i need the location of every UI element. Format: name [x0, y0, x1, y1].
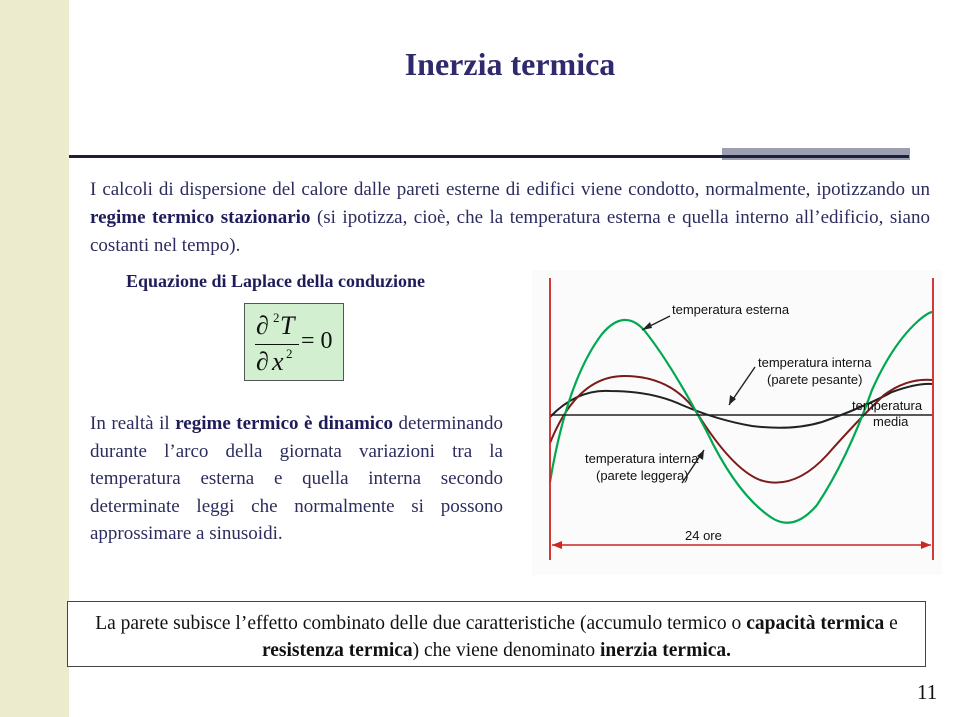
title-rule: [69, 155, 909, 158]
label-light-1: temperatura interna: [585, 451, 699, 466]
conclusion-paragraph: [78, 610, 915, 664]
eq-denominator-exp: 2: [286, 346, 293, 361]
side-band: [0, 0, 69, 717]
title-rule-accent: [722, 148, 910, 160]
label-heavy-1: temperatura interna: [758, 355, 872, 370]
outdoor-pointer-head: [642, 322, 652, 330]
eq-numerator-exp: 2: [273, 310, 280, 325]
conclusion-text-1: La parete subisce l’effetto combinato delle due caratteristiche (accumulo termico o: [95, 613, 747, 634]
label-outdoor: temperatura esterna: [672, 302, 790, 317]
laplace-equation: [244, 303, 344, 381]
equation-label: Equazione di Laplace della conduzione: [126, 271, 426, 291]
period-arrow-left-head: [552, 541, 562, 549]
eq-equals-zero: = 0: [301, 328, 333, 354]
conclusion-bold-3: inerzia termica.: [600, 640, 732, 661]
conclusion-bold-2: resistenza termica: [261, 640, 413, 661]
eq-numerator-var: T: [280, 311, 295, 340]
eq-denominator-var: x: [272, 347, 284, 376]
label-period: 24 ore: [685, 528, 722, 543]
conclusion-bold-1: capacità termica: [746, 613, 885, 634]
dynamic-text-2: determinando durante l’arco della giornata variazioni tra la temperatura esterna e quella interna secondo determinate leggi che normalmente si possono approssimare a sinusoidi.: [90, 413, 503, 544]
temperature-waves-figure: [532, 270, 942, 575]
label-heavy-2: (parete pesante): [767, 372, 863, 387]
eq-fraction-bar: [255, 344, 299, 345]
temperature-waves-svg: [532, 270, 942, 575]
conclusion-text-3: ) che viene denominato: [412, 640, 601, 661]
eq-denominator-d: ∂: [256, 347, 269, 376]
intro-text-2: (si ipotizza, cioè, che la temperatura esterna e quella interno all’edificio, siano costanti nel tempo).: [90, 207, 930, 256]
intro-paragraph: [90, 176, 930, 260]
conclusion-text-2: e: [884, 613, 898, 634]
label-mean-1: temperatura: [852, 398, 923, 413]
dynamic-text-1: In realtà il: [90, 413, 176, 434]
light-wall-curve: [550, 376, 932, 483]
dynamic-paragraph: [90, 410, 503, 548]
slide-title: Inerzia termica: [404, 46, 616, 82]
label-light-2: (parete leggera): [596, 468, 689, 483]
eq-numerator-d: ∂: [256, 311, 269, 340]
intro-bold-1: regime termico stazionario: [90, 207, 311, 228]
dynamic-bold-1: regime termico è dinamico: [175, 413, 393, 434]
conclusion-box: [67, 601, 926, 667]
intro-text-1: I calcoli di dispersione del calore dalle pareti esterne di edifici viene condotto, normalmente, ipotizzando un: [90, 179, 930, 200]
period-arrow-right-head: [921, 541, 931, 549]
label-mean-2: media: [873, 414, 909, 429]
page-number: 11: [917, 680, 938, 704]
